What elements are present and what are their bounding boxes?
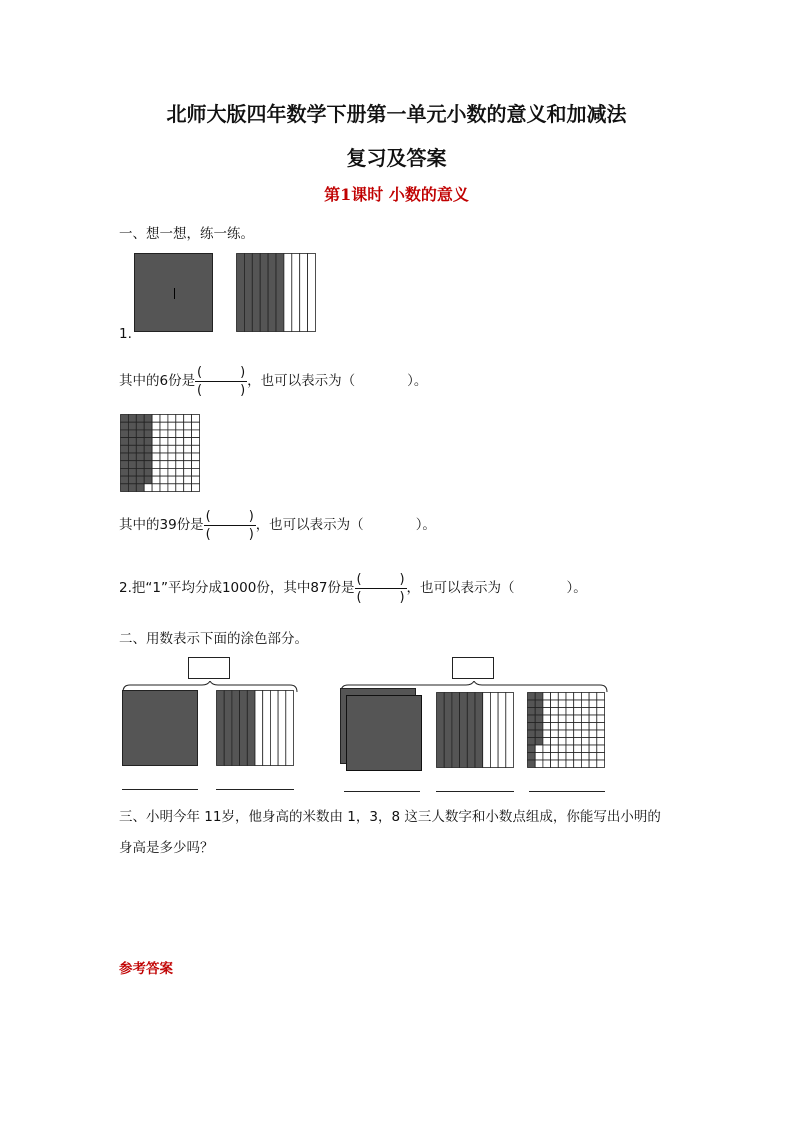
grid-cell: [551, 708, 559, 716]
grid-cell: [192, 453, 200, 461]
grid-cell: [121, 438, 129, 446]
grid-cell: [589, 700, 597, 708]
grid-cell: [566, 760, 574, 768]
grid-cell: [144, 415, 152, 423]
grid-cell: [176, 438, 184, 446]
tenth-strip: [232, 691, 240, 766]
section1-heading: 一、想一想，练一练。: [119, 226, 254, 242]
answer-line-2[interactable]: [216, 789, 294, 790]
grid-cell: [574, 760, 582, 768]
grid-cell: [551, 700, 559, 708]
grid-cell: [184, 415, 192, 423]
grid-cell: [535, 753, 543, 761]
grid-cell: [160, 415, 168, 423]
grid-cell: [168, 461, 176, 469]
grid-cell: [184, 476, 192, 484]
tenth-strip: [452, 693, 460, 768]
q3-count: 87: [310, 580, 328, 596]
q2-mid: 份是: [176, 517, 204, 533]
answer-line-5[interactable]: [529, 791, 605, 792]
grid-cell: [136, 438, 144, 446]
q2-prefix: 其中的: [119, 517, 160, 533]
q3-suffix: ，也可以表示为（: [406, 580, 515, 596]
tenth-strip: [467, 693, 475, 768]
grid-cell: [543, 693, 551, 701]
tenth-strip: [286, 691, 294, 766]
q3-mid2: 份是: [327, 580, 355, 596]
grid-cell: [597, 693, 605, 701]
grid-cell: [128, 468, 136, 476]
tenths-strips-figure-1: [236, 253, 316, 332]
grid-cell: [528, 715, 536, 723]
hundred-grid-figure-1: [120, 414, 200, 492]
grid-cell: [184, 430, 192, 438]
grid-cell: [597, 760, 605, 768]
grid-cell: [566, 723, 574, 731]
grid-cell: [581, 708, 589, 716]
grid-cell: [558, 738, 566, 746]
grid-cell: [176, 453, 184, 461]
tenths-strips-figure-3: [436, 692, 514, 768]
grid-cell: [581, 745, 589, 753]
grid-cell: [558, 715, 566, 723]
grid-cell: [566, 745, 574, 753]
grid-cell: [152, 484, 160, 492]
answer-box-left[interactable]: [188, 657, 230, 679]
grid-cell: [168, 468, 176, 476]
grid-cell: [574, 708, 582, 716]
grid-cell: [535, 708, 543, 716]
grid-cell: [543, 715, 551, 723]
grid-cell: [535, 760, 543, 768]
grid-cell: [136, 468, 144, 476]
grid-cell: [543, 730, 551, 738]
grid-cell: [581, 738, 589, 746]
answer-line-3[interactable]: [344, 791, 420, 792]
tenth-strip: [278, 691, 286, 766]
grid-cell: [589, 693, 597, 701]
grid-cell: [574, 730, 582, 738]
grid-cell: [574, 738, 582, 746]
question-3: [119, 568, 587, 608]
q1-prefix: 其中的: [119, 373, 160, 389]
tenth-strip: [460, 693, 468, 768]
q2-end: ）。: [415, 517, 436, 533]
tenths-strips-svg-1: [236, 253, 316, 332]
grid-cell: [574, 745, 582, 753]
grid-cell: [566, 715, 574, 723]
tenth-strip: [247, 691, 255, 766]
tenth-strip: [255, 691, 263, 766]
answer-box-right[interactable]: [452, 657, 494, 679]
grid-cell: [168, 484, 176, 492]
answers-heading: 参考答案: [119, 961, 173, 977]
grid-cell: [144, 438, 152, 446]
tenth-strip: [475, 693, 483, 768]
grid-cell: [144, 453, 152, 461]
tenth-strip: [276, 254, 284, 332]
grid-cell: [168, 415, 176, 423]
grid-cell: [551, 760, 559, 768]
grid-cell: [543, 753, 551, 761]
grid-cell: [160, 445, 168, 453]
q3-total: 1000: [221, 580, 257, 596]
grid-cell: [543, 708, 551, 716]
grid-cell: [184, 453, 192, 461]
grid-cell: [128, 438, 136, 446]
grid-cell: [176, 415, 184, 423]
tenth-strip: [437, 693, 445, 768]
grid-cell: [543, 723, 551, 731]
grid-cell: [535, 723, 543, 731]
unit-square-figure: [134, 253, 213, 332]
grid-cell: [128, 461, 136, 469]
grid-cell: [168, 476, 176, 484]
document-subtitle: 复习及答案: [346, 146, 447, 170]
grid-cell: [152, 445, 160, 453]
grid-cell: [144, 484, 152, 492]
q2-fraction-blank[interactable]: $\frac{( )}{( )}$: [205, 508, 254, 542]
tenth-strip: [263, 691, 271, 766]
grid-cell: [128, 445, 136, 453]
grid-cell: [168, 422, 176, 430]
grid-cell: [152, 438, 160, 446]
grid-cell: [176, 476, 184, 484]
document-title: 北师大版四年数学下册第一单元小数的意义和加减法: [166, 102, 627, 126]
grid-cell: [152, 415, 160, 423]
grid-cell: [192, 422, 200, 430]
grid-cell: [144, 476, 152, 484]
grid-cell: [558, 753, 566, 761]
grid-cell: [184, 445, 192, 453]
grid-cell: [528, 723, 536, 731]
grid-cell: [136, 453, 144, 461]
tenth-strip: [224, 691, 232, 766]
grid-cell: [121, 461, 129, 469]
grid-cell: [551, 723, 559, 731]
grid-cell: [581, 693, 589, 701]
grid-cell: [566, 738, 574, 746]
grid-cell: [192, 468, 200, 476]
grid-cell: [589, 723, 597, 731]
grid-cell: [543, 745, 551, 753]
grid-cell: [160, 453, 168, 461]
q1-mid: 份是: [168, 373, 196, 389]
tenth-strip: [308, 254, 316, 332]
grid-cell: [136, 445, 144, 453]
grid-cell: [176, 445, 184, 453]
grid-cell: [136, 430, 144, 438]
grid-cell: [551, 693, 559, 701]
grid-cell: [192, 445, 200, 453]
grid-cell: [176, 461, 184, 469]
grid-cell: [543, 738, 551, 746]
tenth-strip: [237, 254, 245, 332]
grid-cell: [566, 753, 574, 761]
grid-cell: [597, 753, 605, 761]
grid-cell: [136, 484, 144, 492]
grid-cell: [535, 715, 543, 723]
grid-cell: [136, 476, 144, 484]
tenth-strip: [240, 691, 248, 766]
grid-cell: [528, 700, 536, 708]
grid-cell: [128, 453, 136, 461]
grid-cell: [566, 708, 574, 716]
grid-cell: [574, 715, 582, 723]
grid-cell: [558, 700, 566, 708]
grid-cell: [528, 745, 536, 753]
grid-cell: [528, 738, 536, 746]
grid-cell: [168, 438, 176, 446]
grid-cell: [535, 693, 543, 701]
grid-cell: [176, 422, 184, 430]
q1-fraction-blank[interactable]: $\frac{( )}{( )}$: [197, 364, 246, 398]
unit-square-front: [346, 695, 422, 771]
tenth-strip: [268, 254, 276, 332]
grid-cell: [168, 430, 176, 438]
question-1: [119, 361, 427, 401]
section2-heading: 二、用数表示下面的涂色部分。: [119, 631, 308, 647]
grid-cell: [597, 738, 605, 746]
grid-cell: [581, 730, 589, 738]
grid-cell: [144, 430, 152, 438]
grid-cell: [597, 700, 605, 708]
q2-count: 39: [159, 517, 177, 533]
item1-label: 1.: [119, 326, 132, 342]
grid-cell: [160, 461, 168, 469]
grid-cell: [566, 700, 574, 708]
grid-cell: [192, 476, 200, 484]
tenth-strip: [284, 254, 292, 332]
grid-cell: [121, 422, 129, 430]
grid-cell: [121, 468, 129, 476]
tenths-strips-svg-3: [436, 692, 514, 768]
grid-cell: [152, 422, 160, 430]
grid-cell: [184, 461, 192, 469]
grid-cell: [535, 730, 543, 738]
grid-cell: [121, 445, 129, 453]
grid-cell: [128, 484, 136, 492]
grid-cell: [128, 422, 136, 430]
grid-cell: [589, 753, 597, 761]
q3-mid: 份，其中: [256, 580, 311, 596]
grid-cell: [176, 468, 184, 476]
grid-cell: [160, 438, 168, 446]
q1-end: ）。: [407, 373, 428, 389]
question-2: [119, 505, 436, 545]
q1-count: 6: [159, 373, 169, 389]
grid-cell: [551, 715, 559, 723]
unit-square-mark: [174, 288, 175, 299]
q3-prefix: 2.把“1”平均分成: [119, 580, 222, 596]
grid-cell: [597, 723, 605, 731]
grid-cell: [597, 708, 605, 716]
tenths-strips-svg-2: [216, 690, 294, 766]
grid-cell: [558, 693, 566, 701]
grid-cell: [558, 760, 566, 768]
grid-cell: [581, 723, 589, 731]
lesson-title: 第1课时 小数的意义: [324, 185, 469, 204]
grid-cell: [528, 708, 536, 716]
grid-cell: [589, 715, 597, 723]
grid-cell: [192, 430, 200, 438]
grid-cell: [528, 753, 536, 761]
grid-cell: [144, 445, 152, 453]
grid-cell: [597, 730, 605, 738]
section3-line2: 身高是多少吗？: [119, 840, 214, 856]
grid-cell: [168, 453, 176, 461]
grid-cell: [566, 693, 574, 701]
grid-cell: [121, 430, 129, 438]
grid-cell: [144, 468, 152, 476]
grid-cell: [128, 415, 136, 423]
grid-cell: [581, 753, 589, 761]
grid-cell: [597, 745, 605, 753]
grid-cell: [528, 693, 536, 701]
section3-line1: 三、小明今年 11岁，他身高的米数由 1，3，8 这三人数字和小数点组成，你能写出小明的: [119, 809, 661, 825]
grid-cell: [551, 738, 559, 746]
tenth-strip: [252, 254, 260, 332]
answer-line-1[interactable]: [122, 789, 198, 790]
grid-cell: [535, 700, 543, 708]
grid-cell: [184, 438, 192, 446]
q1-suffix: ，也可以表示为（: [247, 373, 356, 389]
grid-cell: [136, 422, 144, 430]
grid-cell: [184, 468, 192, 476]
grid-cell: [160, 484, 168, 492]
grid-cell: [581, 760, 589, 768]
hundred-grid-svg-2: [527, 692, 605, 768]
grid-cell: [551, 730, 559, 738]
grid-cell: [144, 422, 152, 430]
grid-cell: [574, 700, 582, 708]
grid-cell: [121, 453, 129, 461]
grid-cell: [528, 760, 536, 768]
grid-cell: [597, 715, 605, 723]
grid-cell: [168, 445, 176, 453]
grid-cell: [152, 453, 160, 461]
grid-cell: [589, 708, 597, 716]
tenth-strip: [444, 693, 452, 768]
grid-cell: [176, 430, 184, 438]
grid-cell: [184, 422, 192, 430]
tenth-strip: [244, 254, 252, 332]
grid-cell: [136, 415, 144, 423]
grid-cell: [589, 760, 597, 768]
answer-line-4[interactable]: [436, 791, 514, 792]
grid-cell: [551, 753, 559, 761]
grid-cell: [566, 730, 574, 738]
grid-cell: [543, 700, 551, 708]
grid-cell: [528, 730, 536, 738]
unit-square-figure-2: [122, 690, 198, 766]
grid-cell: [589, 745, 597, 753]
grid-cell: [543, 760, 551, 768]
grid-cell: [192, 438, 200, 446]
grid-cell: [558, 745, 566, 753]
hundred-grid-svg-1: [120, 414, 200, 492]
grid-cell: [160, 476, 168, 484]
tenth-strip: [498, 693, 506, 768]
grid-cell: [136, 461, 144, 469]
grid-cell: [574, 723, 582, 731]
grid-cell: [551, 745, 559, 753]
tenth-strip: [217, 691, 225, 766]
tenth-strip: [270, 691, 278, 766]
grid-cell: [152, 430, 160, 438]
tenth-strip: [292, 254, 300, 332]
grid-cell: [121, 484, 129, 492]
grid-cell: [192, 484, 200, 492]
grid-cell: [558, 723, 566, 731]
grid-cell: [589, 730, 597, 738]
q2-suffix: ，也可以表示为（: [255, 517, 364, 533]
grid-cell: [581, 700, 589, 708]
grid-cell: [152, 468, 160, 476]
grid-cell: [574, 753, 582, 761]
grid-cell: [176, 484, 184, 492]
grid-cell: [535, 745, 543, 753]
grid-cell: [121, 415, 129, 423]
grid-cell: [152, 476, 160, 484]
tenth-strip: [506, 693, 514, 768]
grid-cell: [192, 461, 200, 469]
grid-cell: [152, 461, 160, 469]
q3-end: ）。: [566, 580, 587, 596]
grid-cell: [192, 415, 200, 423]
grid-cell: [121, 476, 129, 484]
grid-cell: [160, 422, 168, 430]
grid-cell: [558, 730, 566, 738]
grid-cell: [589, 738, 597, 746]
brace-left: [122, 678, 298, 690]
grid-cell: [128, 430, 136, 438]
grid-cell: [160, 430, 168, 438]
grid-cell: [184, 484, 192, 492]
hundred-grid-figure-2: [527, 692, 605, 768]
grid-cell: [144, 461, 152, 469]
tenth-strip: [483, 693, 491, 768]
grid-cell: [581, 715, 589, 723]
grid-cell: [128, 476, 136, 484]
tenth-strip: [490, 693, 498, 768]
tenth-strip: [300, 254, 308, 332]
tenth-strip: [260, 254, 268, 332]
grid-cell: [535, 738, 543, 746]
tenths-strips-figure-2: [216, 690, 294, 766]
grid-cell: [558, 708, 566, 716]
q3-fraction-blank[interactable]: $\frac{( )}{( )}$: [356, 571, 405, 605]
grid-cell: [160, 468, 168, 476]
grid-cell: [574, 693, 582, 701]
